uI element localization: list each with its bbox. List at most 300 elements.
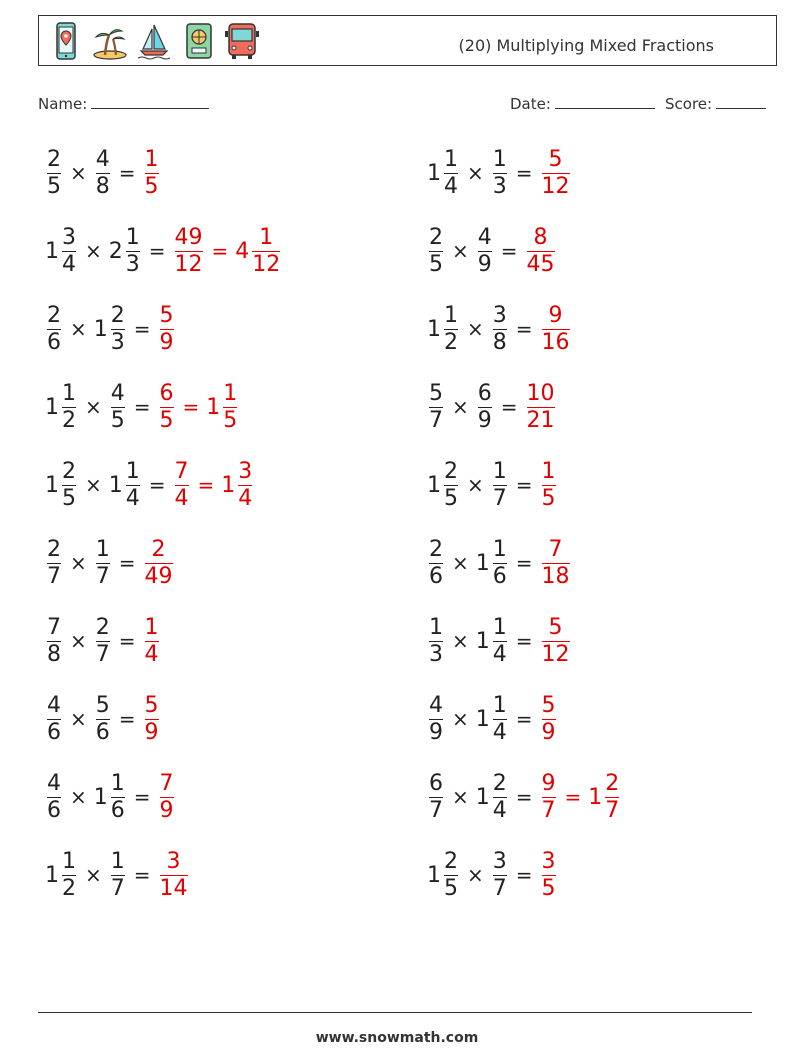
fraction [542, 459, 556, 512]
answer-fraction [206, 381, 239, 434]
answer-fraction [540, 459, 558, 512]
problem-item [45, 844, 190, 906]
fraction [238, 459, 252, 512]
second-operand [491, 849, 509, 902]
denominator: 9 [477, 251, 492, 277]
denominator: 9 [541, 719, 556, 745]
first-operand [45, 771, 63, 824]
whole-number: 1 [427, 862, 441, 888]
numerator: 4 [110, 380, 125, 406]
numerator: 9 [541, 770, 556, 796]
first-operand [45, 615, 63, 668]
fraction [493, 693, 507, 746]
answer [173, 459, 255, 512]
numerator: 6 [477, 380, 492, 406]
denominator: 49 [144, 563, 173, 589]
fraction [62, 459, 76, 512]
numerator: 1 [125, 458, 140, 484]
numerator: 2 [151, 536, 166, 562]
fraction [542, 849, 556, 902]
answer-fraction [221, 459, 254, 512]
answer-fraction [525, 225, 557, 278]
problem-item [45, 532, 175, 594]
equals-sign: = [133, 863, 151, 887]
numerator: 5 [548, 146, 563, 172]
second-operand [94, 147, 112, 200]
problem-item [45, 376, 239, 438]
second-operand [109, 459, 142, 512]
numerator: 8 [533, 224, 548, 250]
answer [173, 225, 283, 278]
first-operand [427, 303, 460, 356]
score-field[interactable] [665, 93, 766, 113]
numerator: 1 [125, 224, 140, 250]
times-sign: × [467, 473, 484, 497]
fraction [493, 615, 507, 668]
whole-number: 1 [427, 472, 441, 498]
first-operand [45, 381, 78, 434]
times-sign: × [70, 785, 87, 809]
times-sign: × [467, 863, 484, 887]
problem-item [45, 610, 161, 672]
numerator: 10 [526, 380, 555, 406]
denominator: 3 [125, 251, 140, 277]
numerator: 5 [429, 380, 443, 406]
numerator: 2 [95, 614, 110, 640]
answer [158, 381, 240, 434]
denominator: 5 [444, 875, 458, 901]
fraction [111, 381, 125, 434]
score-blank[interactable] [716, 93, 766, 109]
answer [143, 693, 161, 746]
name-field[interactable] [38, 93, 209, 113]
denominator: 3 [110, 329, 125, 355]
problem-item [427, 844, 558, 906]
times-sign: × [70, 629, 87, 653]
numerator: 7 [47, 614, 61, 640]
numerator: 7 [548, 536, 563, 562]
numerator: 3 [492, 302, 507, 328]
fraction [429, 615, 443, 668]
fraction [493, 771, 507, 824]
fraction [62, 849, 76, 902]
numerator: 2 [62, 458, 76, 484]
date-label: Date: [510, 95, 551, 113]
numerator: 1 [444, 302, 458, 328]
answer [540, 303, 572, 356]
fraction [527, 381, 555, 434]
first-operand [45, 147, 63, 200]
numerator: 4 [429, 692, 443, 718]
fraction [444, 147, 458, 200]
equals-sign: = [118, 551, 136, 575]
equals-sign: = [148, 473, 166, 497]
denominator: 4 [492, 719, 507, 745]
numerator: 2 [492, 770, 507, 796]
first-operand [427, 771, 445, 824]
fraction [96, 537, 110, 590]
first-operand [45, 225, 78, 278]
numerator: 9 [548, 302, 563, 328]
problem-item [427, 376, 557, 438]
equals-sign: = [515, 473, 533, 497]
denominator: 4 [144, 641, 159, 667]
fraction [47, 771, 61, 824]
worksheet-header [38, 15, 777, 66]
times-sign: × [70, 707, 87, 731]
answer [158, 303, 176, 356]
numerator: 5 [159, 302, 174, 328]
answer [540, 147, 572, 200]
fraction [527, 225, 555, 278]
numerator: 2 [47, 536, 61, 562]
answer-equals-sign: = [197, 473, 215, 497]
whole-number: 1 [588, 784, 603, 810]
fraction [160, 381, 174, 434]
name-blank[interactable] [91, 93, 209, 109]
fraction [145, 537, 173, 590]
denominator: 7 [95, 563, 110, 589]
denominator: 9 [144, 719, 159, 745]
fraction [175, 459, 189, 512]
fraction [47, 615, 61, 668]
problem-item [45, 454, 254, 516]
numerator: 4 [95, 146, 110, 172]
numerator: 2 [444, 848, 458, 874]
numerator: 1 [492, 458, 507, 484]
answer [540, 771, 622, 824]
name-label: Name: [38, 95, 88, 113]
denominator: 5 [62, 485, 76, 511]
numerator: 5 [144, 692, 159, 718]
fraction [542, 537, 570, 590]
fraction [429, 225, 443, 278]
answer [540, 615, 572, 668]
numerator: 1 [95, 536, 110, 562]
answer-fraction [540, 771, 558, 824]
fraction [145, 615, 159, 668]
answer-fraction [158, 303, 176, 356]
fraction [47, 147, 61, 200]
fraction [493, 849, 507, 902]
denominator: 7 [95, 641, 110, 667]
numerator: 1 [110, 770, 125, 796]
numerator: 1 [429, 614, 443, 640]
answer-fraction [173, 225, 205, 278]
denominator: 2 [444, 329, 458, 355]
second-operand [94, 615, 112, 668]
answer-equals-sign: = [564, 785, 582, 809]
times-sign: × [85, 473, 102, 497]
fraction [542, 771, 556, 824]
second-operand [94, 537, 112, 590]
equals-sign: = [515, 161, 533, 185]
fraction [605, 771, 619, 824]
denominator: 5 [541, 875, 556, 901]
whole-number: 1 [475, 706, 490, 732]
equals-sign: = [133, 317, 151, 341]
equals-sign: = [118, 161, 136, 185]
denominator: 6 [492, 563, 507, 589]
times-sign: × [452, 239, 469, 263]
whole-number: 4 [235, 238, 250, 264]
numerator: 3 [238, 458, 253, 484]
problem-item [427, 142, 572, 204]
denominator: 2 [62, 407, 76, 433]
denominator: 8 [95, 173, 110, 199]
denominator: 5 [47, 173, 61, 199]
numerator: 1 [110, 848, 125, 874]
numerator: 1 [492, 614, 507, 640]
answer-fraction [540, 147, 572, 200]
fraction [145, 693, 159, 746]
denominator: 16 [541, 329, 570, 355]
answer-equals-sign: = [182, 395, 200, 419]
header-icons [47, 21, 261, 61]
problem-item [45, 688, 161, 750]
numerator: 1 [541, 458, 556, 484]
denominator: 4 [62, 251, 76, 277]
numerator: 3 [166, 848, 181, 874]
times-sign: × [85, 395, 102, 419]
denominator: 12 [174, 251, 203, 277]
answer [525, 381, 557, 434]
fraction [47, 303, 61, 356]
numerator: 4 [477, 224, 492, 250]
fraction [175, 225, 203, 278]
whole-number: 1 [475, 550, 490, 576]
first-operand [45, 849, 78, 902]
denominator: 4 [492, 641, 507, 667]
times-sign: × [452, 551, 469, 575]
answer [143, 615, 161, 668]
fraction [478, 381, 492, 434]
numerator: 1 [144, 146, 159, 172]
fraction [493, 303, 507, 356]
answer [143, 147, 161, 200]
numerator: 2 [444, 458, 458, 484]
times-sign: × [70, 551, 87, 575]
fraction [96, 693, 110, 746]
passport-icon [179, 21, 217, 61]
second-operand [94, 303, 127, 356]
numerator: 1 [444, 146, 458, 172]
numerator: 49 [174, 224, 203, 250]
fraction [160, 849, 188, 902]
fraction [62, 225, 76, 278]
times-sign: × [85, 863, 102, 887]
fraction [493, 459, 507, 512]
answer-fraction [143, 693, 161, 746]
fraction [542, 693, 556, 746]
phone-location-icon [47, 21, 85, 61]
fraction [111, 771, 125, 824]
numerator: 3 [541, 848, 556, 874]
second-operand [476, 537, 509, 590]
fraction [252, 225, 280, 278]
denominator: 7 [492, 875, 507, 901]
denominator: 9 [477, 407, 492, 433]
whole-number: 1 [427, 316, 441, 342]
answer-fraction [143, 147, 161, 200]
fraction [145, 147, 159, 200]
problem-item [427, 688, 558, 750]
date-field[interactable] [510, 93, 655, 113]
numerator: 4 [47, 692, 61, 718]
fraction [126, 459, 140, 512]
whole-number: 1 [45, 394, 59, 420]
numerator: 7 [159, 770, 174, 796]
equals-sign: = [515, 551, 533, 575]
denominator: 4 [492, 797, 507, 823]
times-sign: × [70, 161, 87, 185]
whole-number: 1 [427, 160, 441, 186]
denominator: 6 [47, 719, 61, 745]
answer-fraction [173, 459, 191, 512]
denominator: 18 [541, 563, 570, 589]
numerator: 3 [62, 224, 76, 250]
fraction [47, 693, 61, 746]
equals-sign: = [118, 707, 136, 731]
first-operand [45, 303, 63, 356]
denominator: 4 [125, 485, 140, 511]
equals-sign: = [500, 239, 518, 263]
equals-sign: = [515, 629, 533, 653]
denominator: 5 [444, 485, 458, 511]
second-operand [491, 303, 509, 356]
equals-sign: = [133, 395, 151, 419]
answer [540, 693, 558, 746]
times-sign: × [452, 785, 469, 809]
answer [143, 537, 175, 590]
numerator: 2 [605, 770, 620, 796]
denominator: 6 [429, 563, 443, 589]
second-operand [94, 693, 112, 746]
denominator: 45 [526, 251, 555, 277]
first-operand [427, 537, 445, 590]
fraction [223, 381, 237, 434]
fraction [111, 849, 125, 902]
equals-sign: = [515, 785, 533, 809]
fraction [96, 615, 110, 668]
problem-item [45, 298, 176, 360]
denominator: 7 [47, 563, 61, 589]
denominator: 7 [429, 407, 443, 433]
equals-sign: = [515, 863, 533, 887]
second-operand [491, 459, 509, 512]
numerator: 4 [47, 770, 61, 796]
numerator: 1 [223, 380, 238, 406]
fraction [542, 615, 570, 668]
numerator: 6 [159, 380, 174, 406]
bus-icon [223, 21, 261, 61]
numerator: 2 [47, 146, 61, 172]
numerator: 1 [492, 692, 507, 718]
denominator: 2 [62, 875, 76, 901]
denominator: 5 [223, 407, 238, 433]
denominator: 7 [605, 797, 620, 823]
whole-number: 1 [45, 472, 59, 498]
second-operand [94, 771, 127, 824]
answer-fraction [540, 693, 558, 746]
numerator: 5 [548, 614, 563, 640]
answer-fraction [540, 303, 572, 356]
date-blank[interactable] [555, 93, 655, 109]
denominator: 4 [444, 173, 458, 199]
denominator: 8 [47, 641, 61, 667]
first-operand [427, 381, 445, 434]
denominator: 6 [47, 329, 61, 355]
equals-sign: = [515, 317, 533, 341]
whole-number: 1 [108, 472, 123, 498]
denominator: 9 [159, 329, 174, 355]
answer [540, 849, 558, 902]
denominator: 9 [159, 797, 174, 823]
denominator: 7 [429, 797, 443, 823]
answer-equals-sign: = [211, 239, 229, 263]
whole-number: 1 [206, 394, 221, 420]
answer-fraction [158, 381, 176, 434]
times-sign: × [452, 629, 469, 653]
fraction [493, 147, 507, 200]
answer-fraction [540, 537, 572, 590]
first-operand [427, 459, 460, 512]
denominator: 21 [526, 407, 555, 433]
denominator: 7 [541, 797, 556, 823]
answer-fraction [158, 849, 190, 902]
answer-fraction [540, 849, 558, 902]
answer [540, 537, 572, 590]
numerator: 6 [429, 770, 443, 796]
second-operand [476, 225, 494, 278]
denominator: 12 [252, 251, 281, 277]
fraction [444, 303, 458, 356]
times-sign: × [452, 707, 469, 731]
whole-number: 1 [93, 316, 108, 342]
denominator: 6 [47, 797, 61, 823]
equals-sign: = [148, 239, 166, 263]
fraction [429, 693, 443, 746]
fraction [493, 537, 507, 590]
fraction [160, 771, 174, 824]
whole-number: 2 [108, 238, 123, 264]
whole-number: 1 [45, 238, 59, 264]
worksheet-title: (20) Multiplying Mixed Fractions [458, 36, 714, 55]
second-operand [476, 381, 494, 434]
answer [158, 771, 176, 824]
numerator: 1 [492, 536, 507, 562]
fraction [429, 771, 443, 824]
fraction [126, 225, 140, 278]
fraction [429, 537, 443, 590]
numerator: 2 [110, 302, 125, 328]
denominator: 7 [492, 485, 507, 511]
numerator: 2 [429, 536, 443, 562]
answer-fraction [525, 381, 557, 434]
second-operand [109, 381, 127, 434]
second-operand [476, 771, 509, 824]
fraction [62, 381, 76, 434]
answer-fraction [540, 615, 572, 668]
palm-island-icon [91, 21, 129, 61]
first-operand [45, 693, 63, 746]
denominator: 4 [174, 485, 189, 511]
score-label: Score: [665, 95, 713, 113]
answer [158, 849, 190, 902]
second-operand [109, 225, 142, 278]
denominator: 3 [492, 173, 507, 199]
problem-item [427, 298, 572, 360]
